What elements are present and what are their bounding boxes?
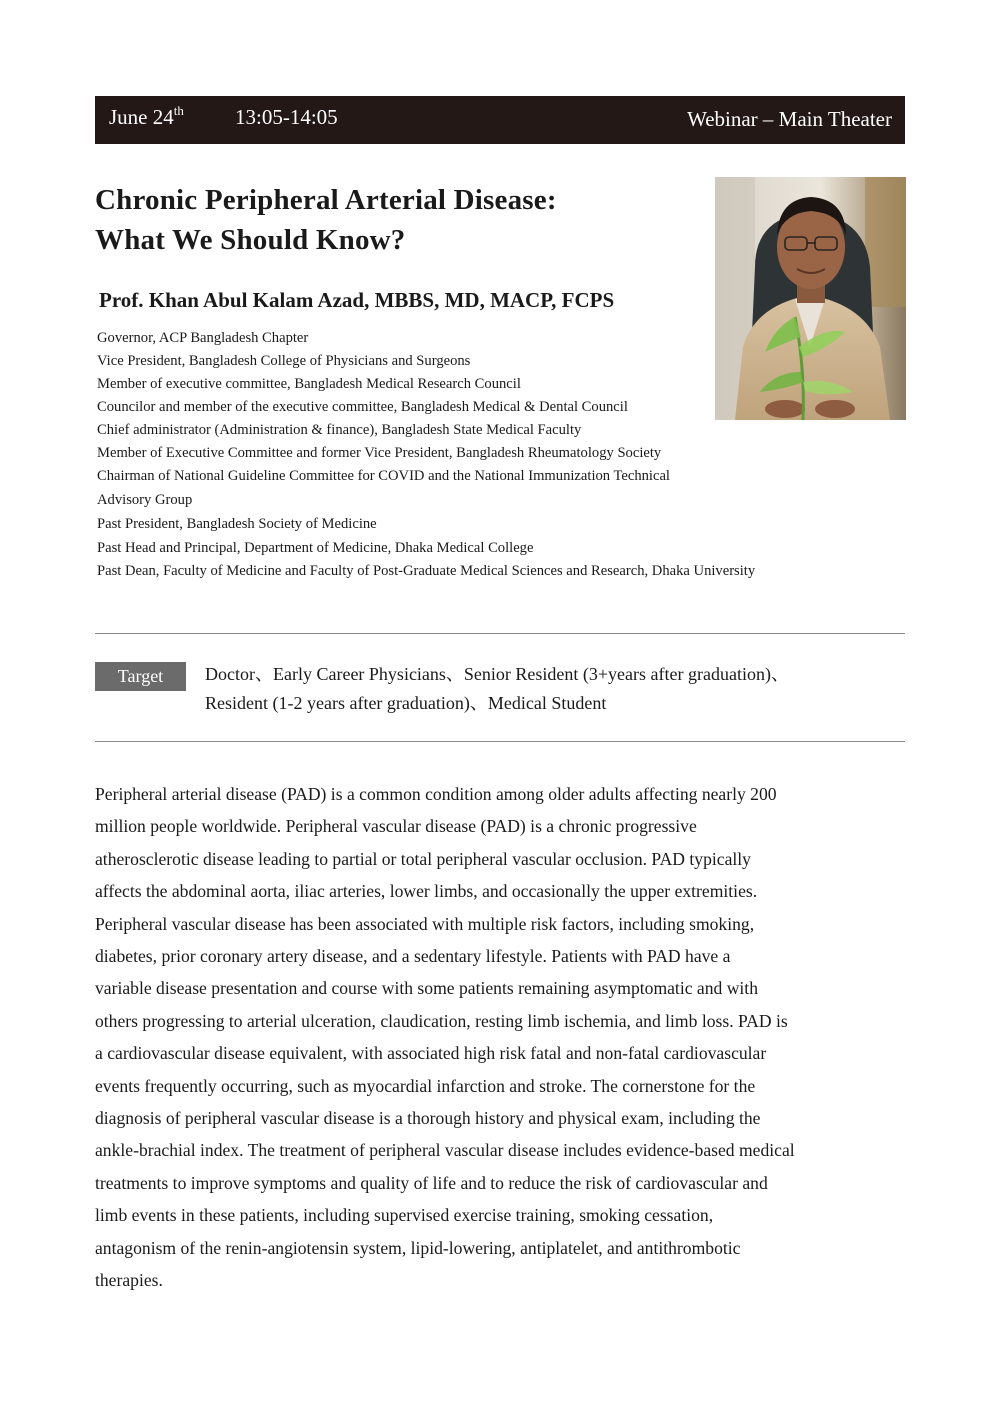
lecture-title-line-1: Chronic Peripheral Arterial Disease:: [95, 184, 557, 216]
target-audience-line-1: Doctor、Early Career Physicians、Senior Resident (3+years after graduation)、: [205, 664, 789, 684]
session-venue: Webinar – Main Theater: [687, 107, 892, 131]
speaker-name: Prof. Khan Abul Kalam Azad, MBBS, MD, MACP, FCPS: [99, 288, 615, 312]
credential-item: Councilor and member of the executive committee, Bangladesh Medical & Dental Council: [97, 399, 628, 415]
credential-item: Advisory Group: [97, 492, 193, 508]
abstract-line: atherosclerotic disease leading to partial or total peripheral vascular occlusion. PAD typically: [95, 848, 751, 869]
credential-item: Chairman of National Guideline Committee for COVID and the National Immunization Technical: [97, 468, 670, 484]
session-date-suffix: th: [173, 103, 184, 118]
lecture-title: [95, 180, 695, 260]
credential-item: Chief administrator (Administration & finance), Bangladesh State Medical Faculty: [97, 422, 582, 438]
abstract-line: million people worldwide. Peripheral vascular disease (PAD) is a chronic progressive: [95, 816, 697, 837]
abstract-line: diabetes, prior coronary artery disease, and a sedentary lifestyle. Patients with PAD have a: [95, 946, 731, 967]
abstract-line: ankle-brachial index. The treatment of peripheral vascular disease includes evidence-based medical: [95, 1140, 795, 1161]
section-divider-top: [95, 633, 905, 634]
abstract-line: affects the abdominal aorta, iliac arteries, lower limbs, and occasionally the upper extremities.: [95, 881, 758, 902]
abstract-line: others progressing to arterial ulceration, claudication, resting limb ischemia, and limb loss. PAD is: [95, 1010, 788, 1031]
credential-item: Governor, ACP Bangladesh Chapter: [97, 330, 309, 346]
abstract-line: a cardiovascular disease equivalent, with associated high risk fatal and non-fatal cardiovascular: [95, 1043, 767, 1064]
target-audience: [205, 660, 895, 718]
abstract-line: diagnosis of peripheral vascular disease is a thorough history and physical exam, including the: [95, 1108, 761, 1129]
lecture-abstract: [95, 778, 907, 1297]
abstract-line: events frequently occurring, such as myocardial infarction and stroke. The cornerstone for the: [95, 1075, 756, 1096]
credential-item: Vice President, Bangladesh College of Physicians and Surgeons: [97, 353, 471, 369]
session-header: [95, 96, 905, 144]
speaker-credentials: [97, 327, 755, 583]
abstract-line: variable disease presentation and course with some patients remaining asymptomatic and with: [95, 978, 758, 999]
credential-item: Past Dean, Faculty of Medicine and Faculty of Post-Graduate Medical Sciences and Research, Dhaka University: [97, 563, 756, 579]
target-badge: Target: [95, 662, 186, 691]
lecture-title-line-2: What We Should Know?: [95, 224, 406, 256]
abstract-line: antagonism of the renin-angiotensin system, lipid-lowering, antiplatelet, and antithrombotic: [95, 1237, 741, 1258]
session-date-main: June 24: [109, 105, 174, 129]
abstract-line: Peripheral vascular disease has been associated with multiple risk factors, including smoking,: [95, 913, 755, 934]
credential-item: Past President, Bangladesh Society of Medicine: [97, 516, 377, 532]
abstract-line: treatments to improve symptoms and quality of life and to reduce the risk of cardiovascular and: [95, 1172, 768, 1193]
credential-item: Member of Executive Committee and former Vice President, Bangladesh Rheumatology Society: [97, 445, 662, 461]
session-time: 13:05-14:05: [235, 105, 338, 129]
target-audience-line-2: Resident (1-2 years after graduation)、Medical Student: [205, 693, 607, 713]
abstract-line: limb events in these patients, including supervised exercise training, smoking cessation,: [95, 1205, 714, 1226]
abstract-line: therapies.: [95, 1270, 163, 1291]
credential-item: Past Head and Principal, Department of Medicine, Dhaka Medical College: [97, 540, 534, 556]
credential-item: Member of executive committee, Bangladesh Medical Research Council: [97, 376, 521, 392]
session-date: [109, 105, 184, 130]
abstract-line: Peripheral arterial disease (PAD) is a common condition among older adults affecting nearly 200: [95, 784, 777, 804]
section-divider-bottom: [95, 741, 905, 742]
